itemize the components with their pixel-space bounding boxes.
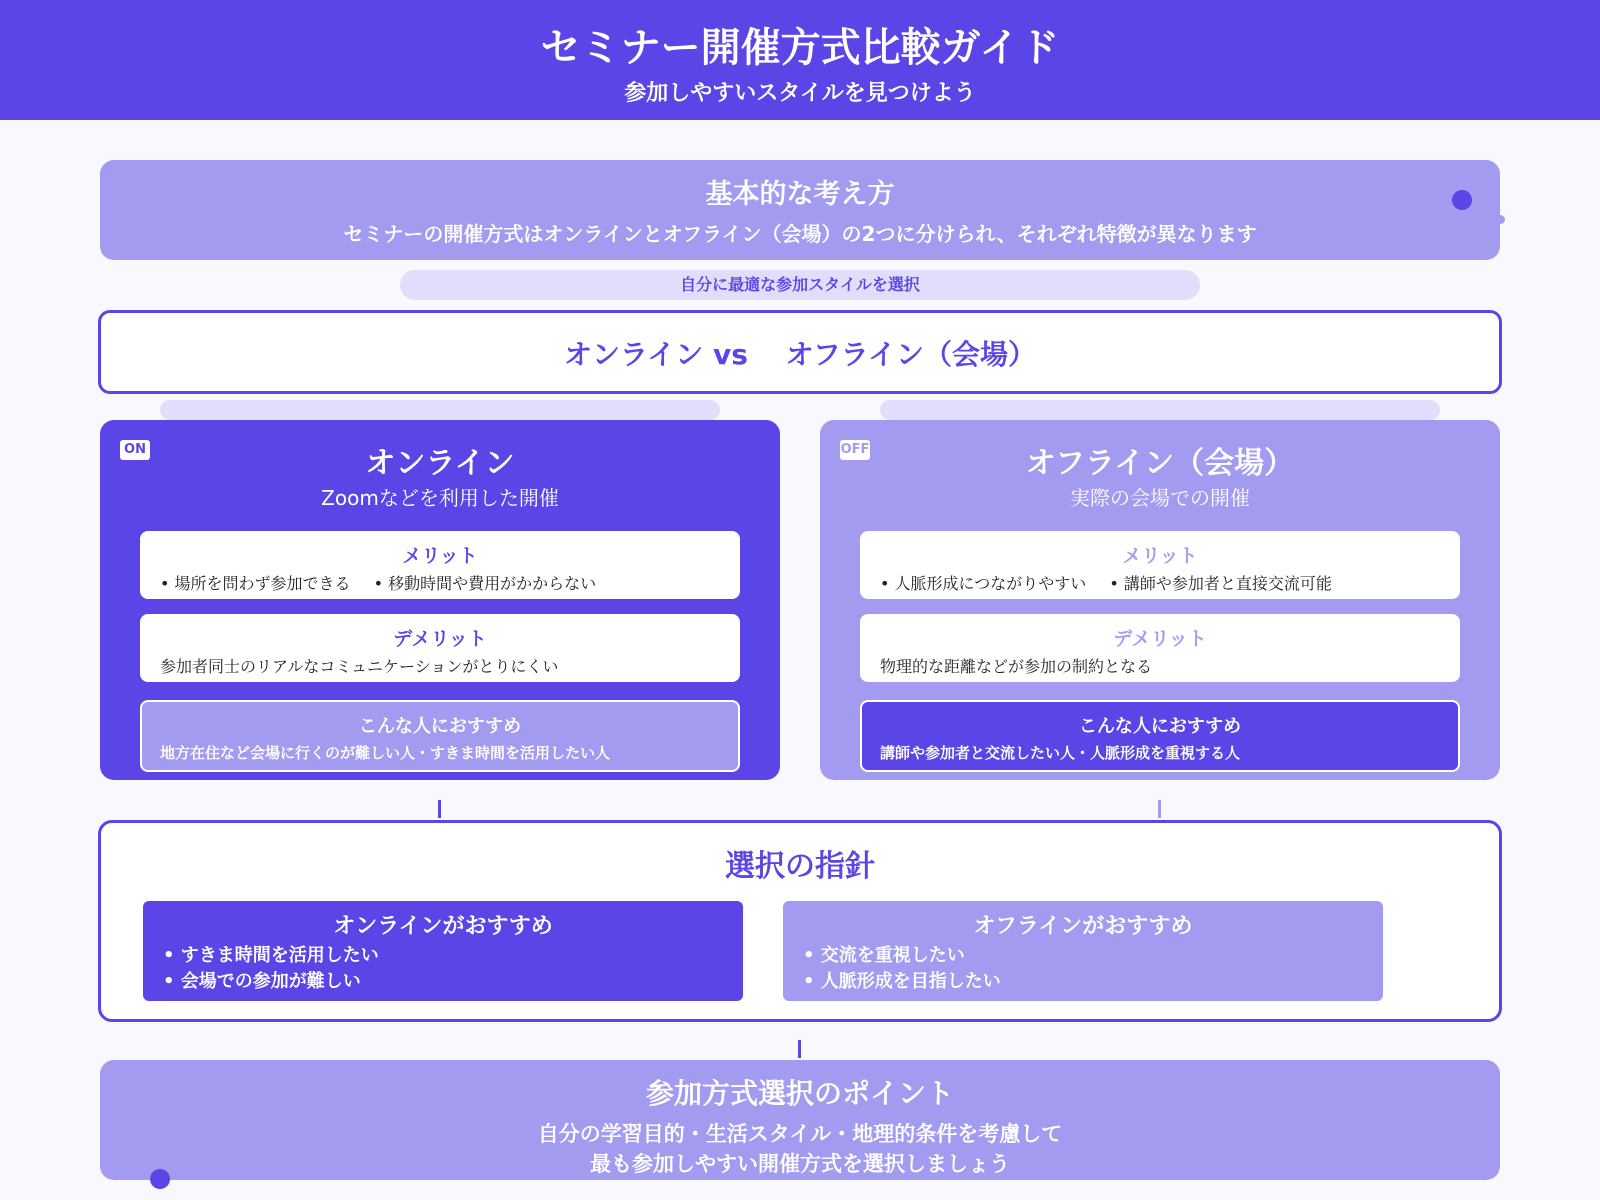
online-demerit-text: 参加者同士のリアルなコミュニケーションがとりにくい — [160, 657, 559, 676]
online-title: オンライン — [365, 446, 515, 481]
connector-bar-online — [160, 400, 720, 420]
offline-recommend-text: 講師や参加者と交流したい人・人脈形成を重視する人 — [880, 744, 1241, 762]
list-item: • すきま時間を活用したい — [163, 945, 379, 966]
online-merit-box — [140, 531, 740, 599]
online-demerit-title: デメリット — [393, 628, 487, 650]
online-subtitle: Zoomなどを利用した開催 — [321, 486, 559, 510]
online-recommend-title: こんな人におすすめ — [358, 716, 522, 737]
offline-recommend-box — [860, 700, 1460, 772]
selection-point-box — [100, 1060, 1500, 1180]
connector-line-online — [438, 800, 441, 818]
online-demerit-box — [140, 614, 740, 682]
list-item: • 会場での参加が難しい — [163, 971, 361, 992]
online-merit-title: メリット — [402, 545, 478, 567]
list-item: • 講師や参加者と直接交流可能 — [1109, 574, 1332, 593]
decor-dot-small — [1496, 215, 1505, 224]
offline-demerit-text: 物理的な距離などが参加の制約となる — [880, 657, 1153, 676]
connector-line-offline — [1158, 800, 1161, 818]
selection-point-line1: 自分の学習目的・生活スタイル・地理的条件を考慮して — [537, 1122, 1063, 1146]
page-title: セミナー開催方式比較ガイド — [540, 25, 1060, 71]
decor-dot — [150, 1169, 170, 1189]
offline-title: オフライン（会場） — [1025, 446, 1295, 481]
page-subtitle: 参加しやすいスタイルを見つけよう — [624, 81, 976, 106]
offline-badge: OFF — [840, 440, 870, 460]
online-recommended-box — [143, 901, 743, 1001]
list-item: • 移動時間や費用がかからない — [373, 574, 597, 593]
list-item: • 人脈形成につながりやすい — [880, 574, 1087, 593]
online-recommended-title: オンラインがおすすめ — [333, 914, 553, 939]
vs-box — [98, 310, 1502, 394]
list-item: • 人脈形成を目指したい — [803, 971, 1001, 992]
offline-card — [820, 420, 1500, 780]
basic-concept-title: 基本的な考え方 — [705, 179, 895, 210]
offline-recommended-box — [783, 901, 1383, 1001]
offline-demerit-title: デメリット — [1113, 628, 1207, 650]
online-badge: ON — [120, 440, 150, 460]
vs-title: オンライン vs オフライン（会場） — [564, 338, 1036, 371]
offline-merit-box — [860, 531, 1460, 599]
online-recommend-text: 地方在住など会場に行くのが難しい人・すきま時間を活用したい人 — [160, 744, 611, 762]
selection-point-line2: 最も参加しやすい開催方式を選択しましょう — [590, 1152, 1010, 1176]
online-merit-list — [160, 571, 730, 594]
basic-concept-text: セミナーの開催方式はオンラインとオフライン（会場）の2つに分けられ、それぞれ特徴が異なります — [343, 222, 1257, 246]
connector-bar-offline — [880, 400, 1440, 420]
online-card — [100, 420, 780, 780]
basic-concept-box — [100, 160, 1500, 260]
decor-dot — [1452, 190, 1472, 210]
selection-point-title: 参加方式選択のポイント — [645, 1077, 954, 1110]
offline-subtitle: 実際の会場での開催 — [1070, 486, 1250, 510]
list-item: • 交流を重視したい — [803, 945, 965, 966]
offline-merit-title: メリット — [1122, 545, 1198, 567]
list-item: • 場所を問わず参加できる — [160, 574, 351, 593]
select-style-label: 自分に最適な参加スタイルを選択 — [400, 270, 1200, 300]
offline-recommend-title: こんな人におすすめ — [1078, 716, 1242, 737]
offline-demerit-box — [860, 614, 1460, 682]
connector-line-point — [798, 1040, 801, 1058]
offline-recommended-title: オフラインがおすすめ — [973, 914, 1193, 939]
online-recommend-box — [140, 700, 740, 772]
selection-guide-title: 選択の指針 — [725, 849, 875, 884]
selection-guide-box — [98, 820, 1502, 1022]
offline-merit-list — [880, 571, 1450, 594]
